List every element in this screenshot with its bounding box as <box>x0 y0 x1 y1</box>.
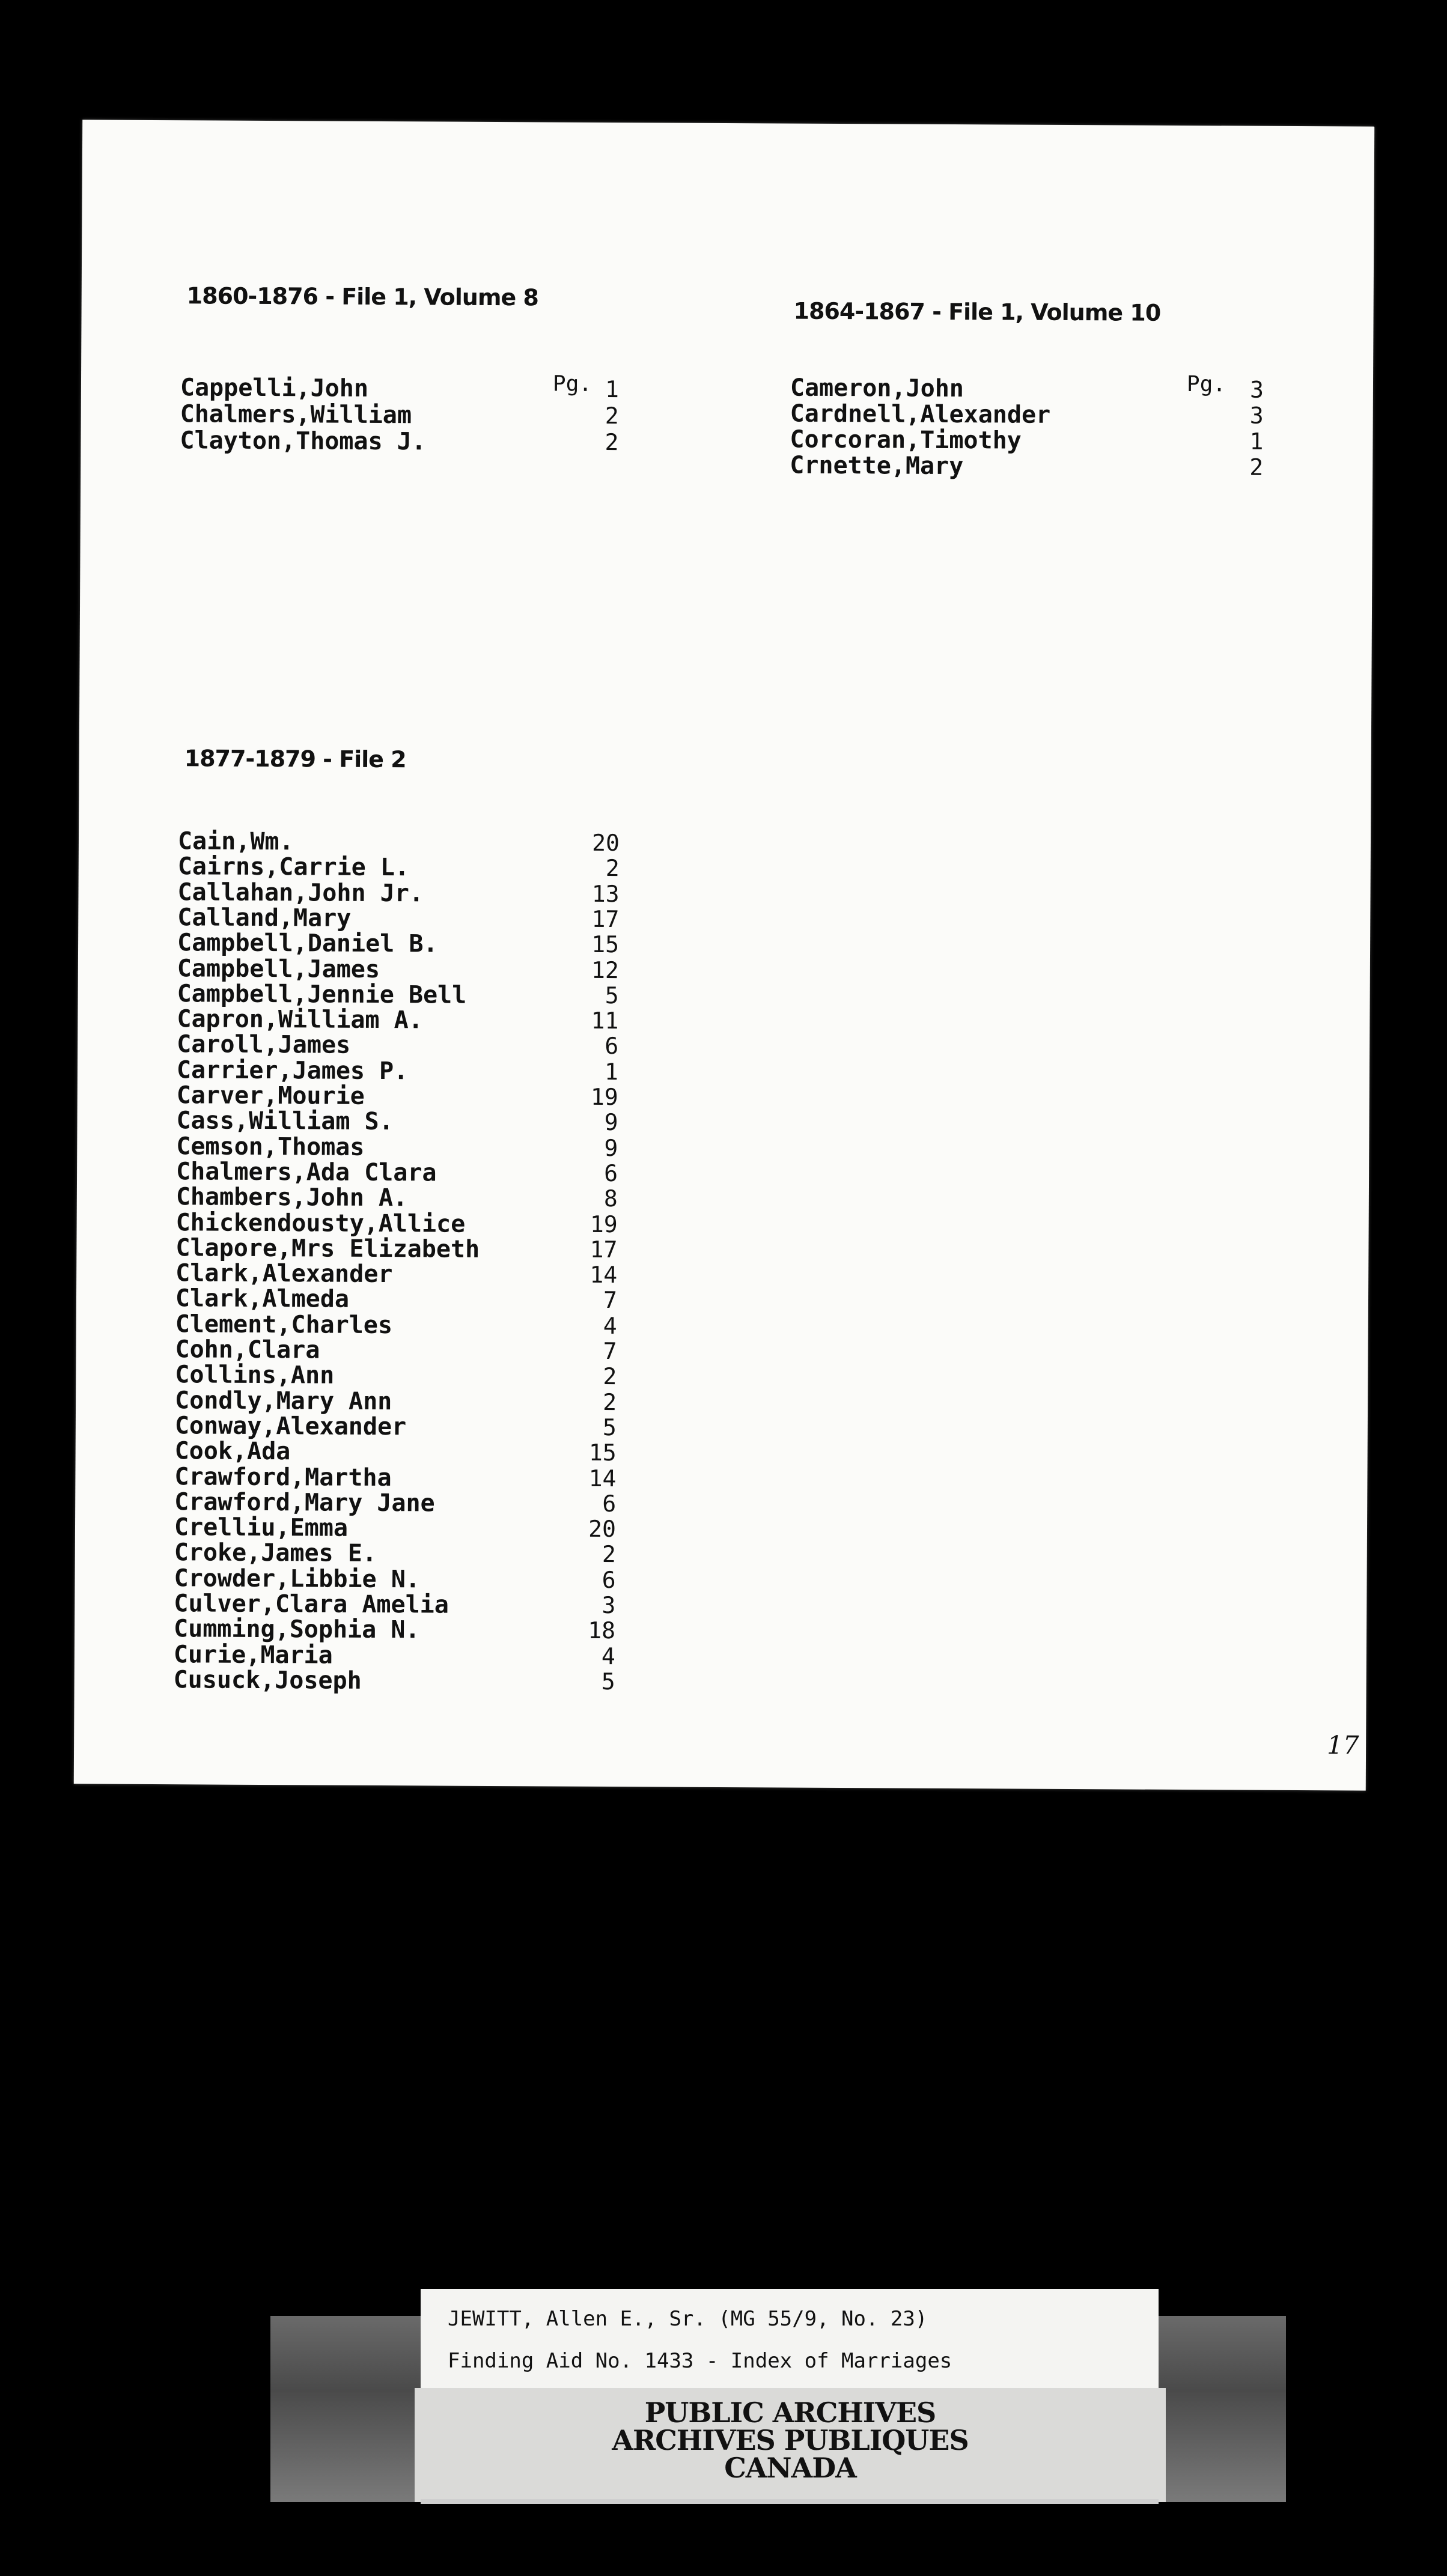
entry-page-number: 11 <box>591 1007 619 1034</box>
section-heading-1860-1876: 1860-1876 - File 1, Volume 8 <box>186 282 539 311</box>
entry-name: Clapore,Mrs Elizabeth <box>175 1234 480 1263</box>
entry-name: Campbell,Daniel B. <box>177 929 438 958</box>
entry-page-number: 2 <box>603 1388 617 1415</box>
entry-page-number: 9 <box>604 1109 618 1136</box>
entry-name: Croke,James E. <box>174 1539 377 1568</box>
entry-name: Crowder,Libbie N. <box>174 1564 421 1594</box>
entry-name: Culver,Clara Amelia <box>174 1590 449 1619</box>
entry-name: Chalmers,William <box>180 400 412 430</box>
entry-name: Chalmers,Ada Clara <box>175 1158 437 1187</box>
entry-name: Carver,Mourie <box>176 1081 365 1110</box>
entry-page-number: 6 <box>605 1033 619 1060</box>
entry-page-number: 14 <box>589 1261 618 1289</box>
entry-page-number: 4 <box>603 1312 617 1339</box>
entry-page-number: 1 <box>604 1058 619 1085</box>
entry-name: Cappelli,John <box>180 374 369 402</box>
finding-aid-subtitle: Finding Aid No. 1433 - Index of Marriages <box>448 2349 952 2373</box>
entry-name: Cemson,Thomas <box>176 1132 365 1161</box>
entry-name: Calland,Mary <box>177 904 352 932</box>
entry-name: Clark,Alexander <box>175 1259 393 1289</box>
entry-name: Cass,William S. <box>176 1107 394 1136</box>
entry-page-number: 17 <box>589 1236 618 1263</box>
index-page <box>74 120 1374 1790</box>
entry-page-number: 5 <box>602 1414 617 1441</box>
entry-page-number: 7 <box>603 1337 617 1365</box>
entry-page-number: 3 <box>1249 402 1264 429</box>
entry-page-number: 12 <box>591 956 619 983</box>
entry-page-number: 20 <box>592 829 620 857</box>
entry-page-number: 2 <box>1249 454 1264 481</box>
entry-name: Capron,William A. <box>177 1005 423 1034</box>
entry-page-number: 19 <box>589 1211 618 1238</box>
entry-page-number: 6 <box>604 1159 618 1186</box>
entry-name: Callahan,John Jr. <box>177 878 424 907</box>
archives-line-3: CANADA <box>724 2452 856 2484</box>
entry-name: Cusuck,Joseph <box>173 1666 362 1695</box>
entry-page-number: 18 <box>588 1617 616 1644</box>
entry-name: Cardnell,Alexander <box>790 399 1051 429</box>
entry-page-number: 7 <box>603 1287 618 1314</box>
entry-name: Crawford,Mary Jane <box>174 1488 435 1517</box>
entry-page-number: 4 <box>601 1642 616 1669</box>
entry-name: Conway,Alexander <box>174 1412 407 1441</box>
entry-page-number: 1 <box>1249 428 1264 455</box>
entry-page-number: 2 <box>603 1363 617 1390</box>
entry-name: Cumming,Sophia N. <box>173 1615 420 1644</box>
entry-page-number: 19 <box>590 1083 618 1111</box>
entry-name: Curie,Maria <box>173 1640 333 1669</box>
entry-name: Clayton,Thomas J. <box>180 427 426 456</box>
entry-name: Crnette,Mary <box>790 451 964 481</box>
entry-name: Crawford,Martha <box>174 1462 392 1492</box>
entry-page-number: 9 <box>604 1134 618 1161</box>
entry-page-number: 8 <box>603 1185 618 1212</box>
entry-page-number: 1 <box>605 375 620 403</box>
entry-page-number: 2 <box>602 1541 616 1568</box>
entry-name: Cohn,Clara <box>175 1335 320 1364</box>
entry-name: Carrier,James P. <box>176 1056 409 1085</box>
entry-page-number: 14 <box>588 1465 617 1492</box>
entry-name: Clark,Almeda <box>175 1284 350 1314</box>
entry-page-number: 15 <box>588 1439 617 1466</box>
entry-name: Cain,Wm. <box>177 827 294 856</box>
entry-name: Campbell,Jennie Bell <box>177 980 467 1009</box>
pg-label-left: Pg. <box>552 371 593 396</box>
entry-name: Cook,Ada <box>174 1437 291 1466</box>
entry-page-number: 13 <box>591 880 620 907</box>
entry-page-number: 2 <box>605 855 620 882</box>
sheet-number: 17 <box>1327 1730 1359 1760</box>
entry-page-number: 15 <box>591 931 620 958</box>
archives-seal <box>415 2388 1166 2502</box>
entry-page-number: 5 <box>605 982 619 1009</box>
entry-name: Cameron,John <box>790 374 964 403</box>
entry-page-number: 5 <box>601 1668 615 1695</box>
entry-name: Condly,Mary Ann <box>174 1386 392 1415</box>
entry-page-number: 2 <box>605 402 619 430</box>
entry-page-number: 20 <box>588 1515 617 1543</box>
entry-name: Corcoran,Timothy <box>790 425 1022 455</box>
archives-line-2: ARCHIVES PUBLIQUES <box>612 2424 969 2456</box>
section-heading-1877-1879: 1877-1879 - File 2 <box>184 745 406 773</box>
entry-name: Collins,Ann <box>175 1361 335 1390</box>
entry-name: Crelliu,Emma <box>174 1513 349 1542</box>
entry-name: Campbell,James <box>177 954 380 983</box>
entry-name: Cairns,Carrie L. <box>177 852 410 882</box>
finding-aid-title: JEWITT, Allen E., Sr. (MG 55/9, No. 23) <box>448 2307 928 2331</box>
entry-name: Chambers,John A. <box>175 1183 408 1212</box>
finding-aid-label <box>421 2289 1159 2388</box>
entry-page-number: 6 <box>602 1566 616 1593</box>
stamp-edge <box>421 2499 1159 2504</box>
entry-name: Chickendousty,Allice <box>175 1208 466 1238</box>
entry-page-number: 3 <box>602 1591 616 1619</box>
entry-page-number: 17 <box>591 905 620 932</box>
entry-name: Clement,Charles <box>175 1310 393 1339</box>
section-heading-1864-1867: 1864-1867 - File 1, Volume 10 <box>793 297 1161 326</box>
entry-page-number: 3 <box>1249 376 1264 403</box>
archives-line-1: PUBLIC ARCHIVES <box>644 2396 936 2429</box>
pg-label-right: Pg. <box>1186 372 1226 397</box>
entry-name: Caroll,James <box>177 1030 351 1060</box>
entry-page-number: 6 <box>602 1490 617 1517</box>
entry-page-number: 2 <box>605 428 619 456</box>
